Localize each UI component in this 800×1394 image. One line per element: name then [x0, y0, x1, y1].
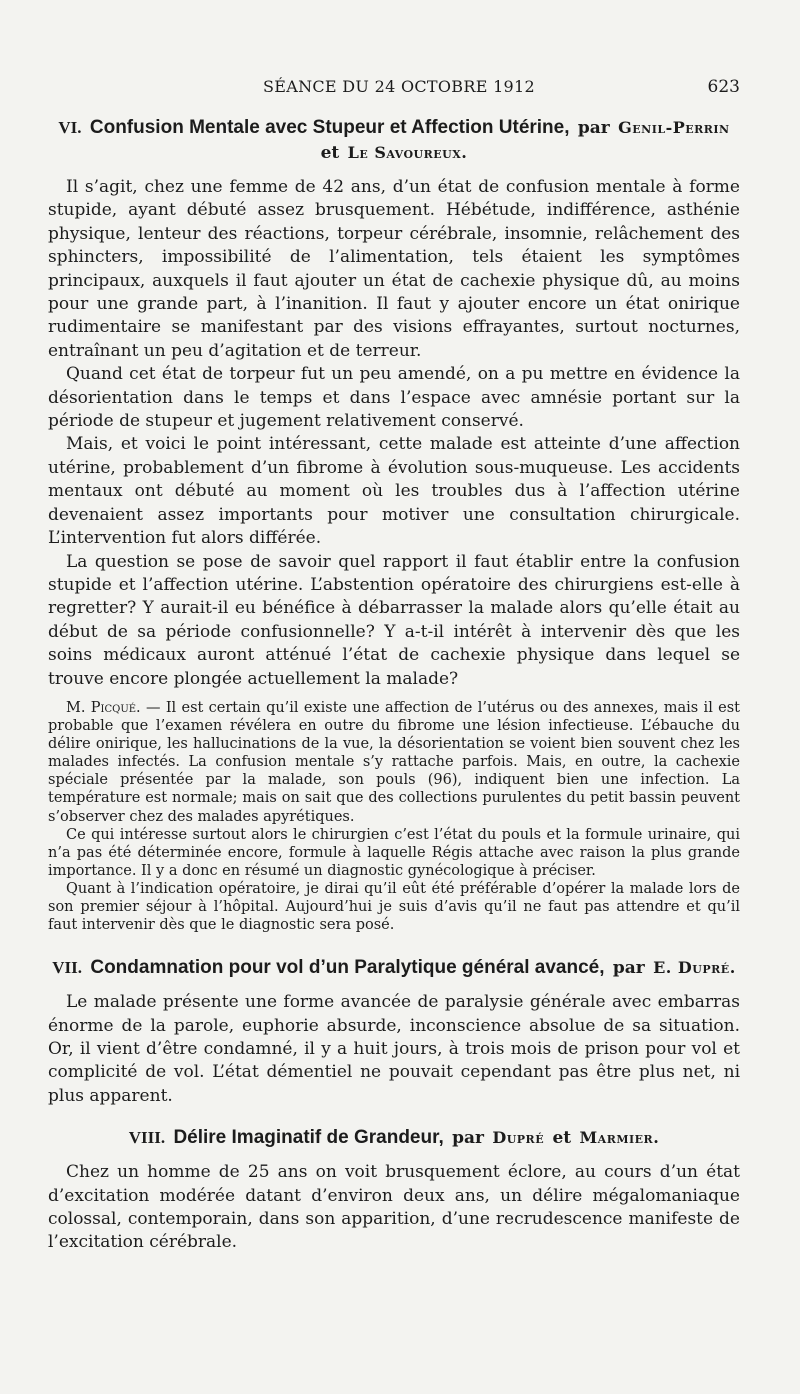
page-number: 623: [707, 77, 740, 97]
conjunction: et: [320, 143, 340, 163]
by-word: par: [452, 1128, 484, 1149]
discussion-paragraph: Quant à l’indication opératoire, je dirai qu’il eût été préférable d’opérer la malade lors de son premier séjour à l’hôpital. Aujourd’hui je suis d’avis qu’il ne faut pas attendre et qu’il faut intervenir dès que le diagnostic sera posé.: [48, 880, 740, 934]
discussion-paragraph: [48, 699, 740, 826]
section-6-title: [48, 114, 740, 164]
discussant-name: M. Picqué.: [66, 699, 141, 716]
body-paragraph: Chez un homme de 25 ans on voit brusquement éclore, au cours d’un état d’excitation modérée datant d’environ deux ans, un délire mégalomaniaque colossal, contemporain, dans son apparition, d’une recrudescence manifeste de l’excitation cérébrale.: [48, 1162, 740, 1253]
section-number: VII.: [52, 958, 82, 978]
conjunction: et: [552, 1128, 572, 1149]
section-7-title: [48, 954, 740, 979]
body-paragraph: Mais, et voici le point intéressant, cette malade est atteinte d’une affection utérine, probablement d’un fibrome à évolution sous-muqueuse. Les accidents mentaux ont débuté au moment où les troubles dus à l’affection utérine devenaient assez importants pour motiver une consultation chirurgicale. L’intervention fut alors différée.: [48, 434, 740, 549]
by-word: par: [612, 958, 645, 979]
section-heading: Condamnation pour vol d’un Paralytique général avancé,: [90, 957, 605, 979]
author: Genil-Perrin: [618, 118, 730, 137]
section-8-title: [48, 1124, 740, 1149]
body-paragraph: Le malade présente une forme avancée de paralysie générale avec embarras énorme de la parole, euphorie absurde, inconscience absolue de sa situation. Or, il vient d’être condamné, il y a huit jours, à trois mois de prison pour vol et complicité de vol. L’état démentiel ne pouvait cependant pas être plus net, ni plus apparent.: [48, 992, 740, 1106]
discussion-paragraph: Ce qui intéresse surtout alors le chirurgien c’est l’état du pouls et la formule urinaire, qui n’a pas été déterminée encore, formule à laquelle Régis attache avec raison la plus grande importance. Il y a donc en résumé un diagnostic gynécologique à préciser.: [48, 826, 740, 879]
page-content: [48, 114, 740, 1255]
section-number: VIII.: [128, 1128, 166, 1148]
author: Le Savoureux.: [347, 143, 468, 162]
section-heading: Confusion Mentale avec Stupeur et Affection Utérine,: [89, 117, 570, 138]
by-word: par: [577, 118, 610, 138]
running-title: SÉANCE DU 24 OCTOBRE 1912: [263, 77, 535, 96]
body-paragraph: Quand cet état de torpeur fut un peu amendé, on a pu mettre en évidence la désorientation dans le temps et dans l’espace avec amnésie portant sur la période de stupeur et jugement relativement conservé.: [48, 364, 740, 432]
discussion-text: — Il est certain qu’il existe une affection de l’utérus ou des annexes, mais il est probable que l’examen révélera en outre du fibrome une lésion infectieuse. L’ébauche du délire onirique, les hallucinations de la vue, la désorientation se voient bien souvent chez les malades infectés. La confusion mentale s’y rattache parfois. Mais, en outre, la cachexie spéciale présentée par la malade, son pouls (96), indiquent bien une infection. La température est normale; mais on sait que des collections purulentes du petit bassin peuvent s’observer chez des malades apyrétiques.: [48, 699, 740, 825]
author: E. Dupré.: [653, 958, 736, 978]
section-number: VI.: [58, 118, 82, 137]
section-heading: Délire Imaginatif de Grandeur,: [173, 1127, 444, 1149]
author: Marmier.: [579, 1128, 660, 1148]
body-paragraph: Il s’agit, chez une femme de 42 ans, d’un état de confusion mentale à forme stupide, ayant débuté assez brusquement. Hébétude, indifférence, asthénie physique, lenteur des réactions, torpeur cérébrale, insomnie, relâchement des sphincters, impossibilité de l’alimentation, tels étaient les symptômes principaux, auxquels il faut ajouter un état de cachexie physique dû, au moins pour une grande part, à l’inanition. Il faut y ajouter encore un état onirique rudimentaire se manifestant par des visions effrayantes, surtout nocturnes, entraînant un peu d’agitation et de terreur.: [48, 177, 740, 361]
body-paragraph: La question se pose de savoir quel rapport il faut établir entre la confusion stupide et l’affection utérine. L’abstention opératoire des chirurgiens est-elle à regretter? Y aurait-il eu bénéfice à débarrasser la malade alors qu’elle était au début de sa période confusionnelle? Y a-t-il intérêt à intervenir dès que les soins médicaux auront atténué l’état de cachexie physique dans lequel se trouve encore plongée actuellement la malade?: [48, 551, 740, 689]
author: Dupré: [492, 1128, 545, 1148]
page-header: [48, 77, 740, 101]
